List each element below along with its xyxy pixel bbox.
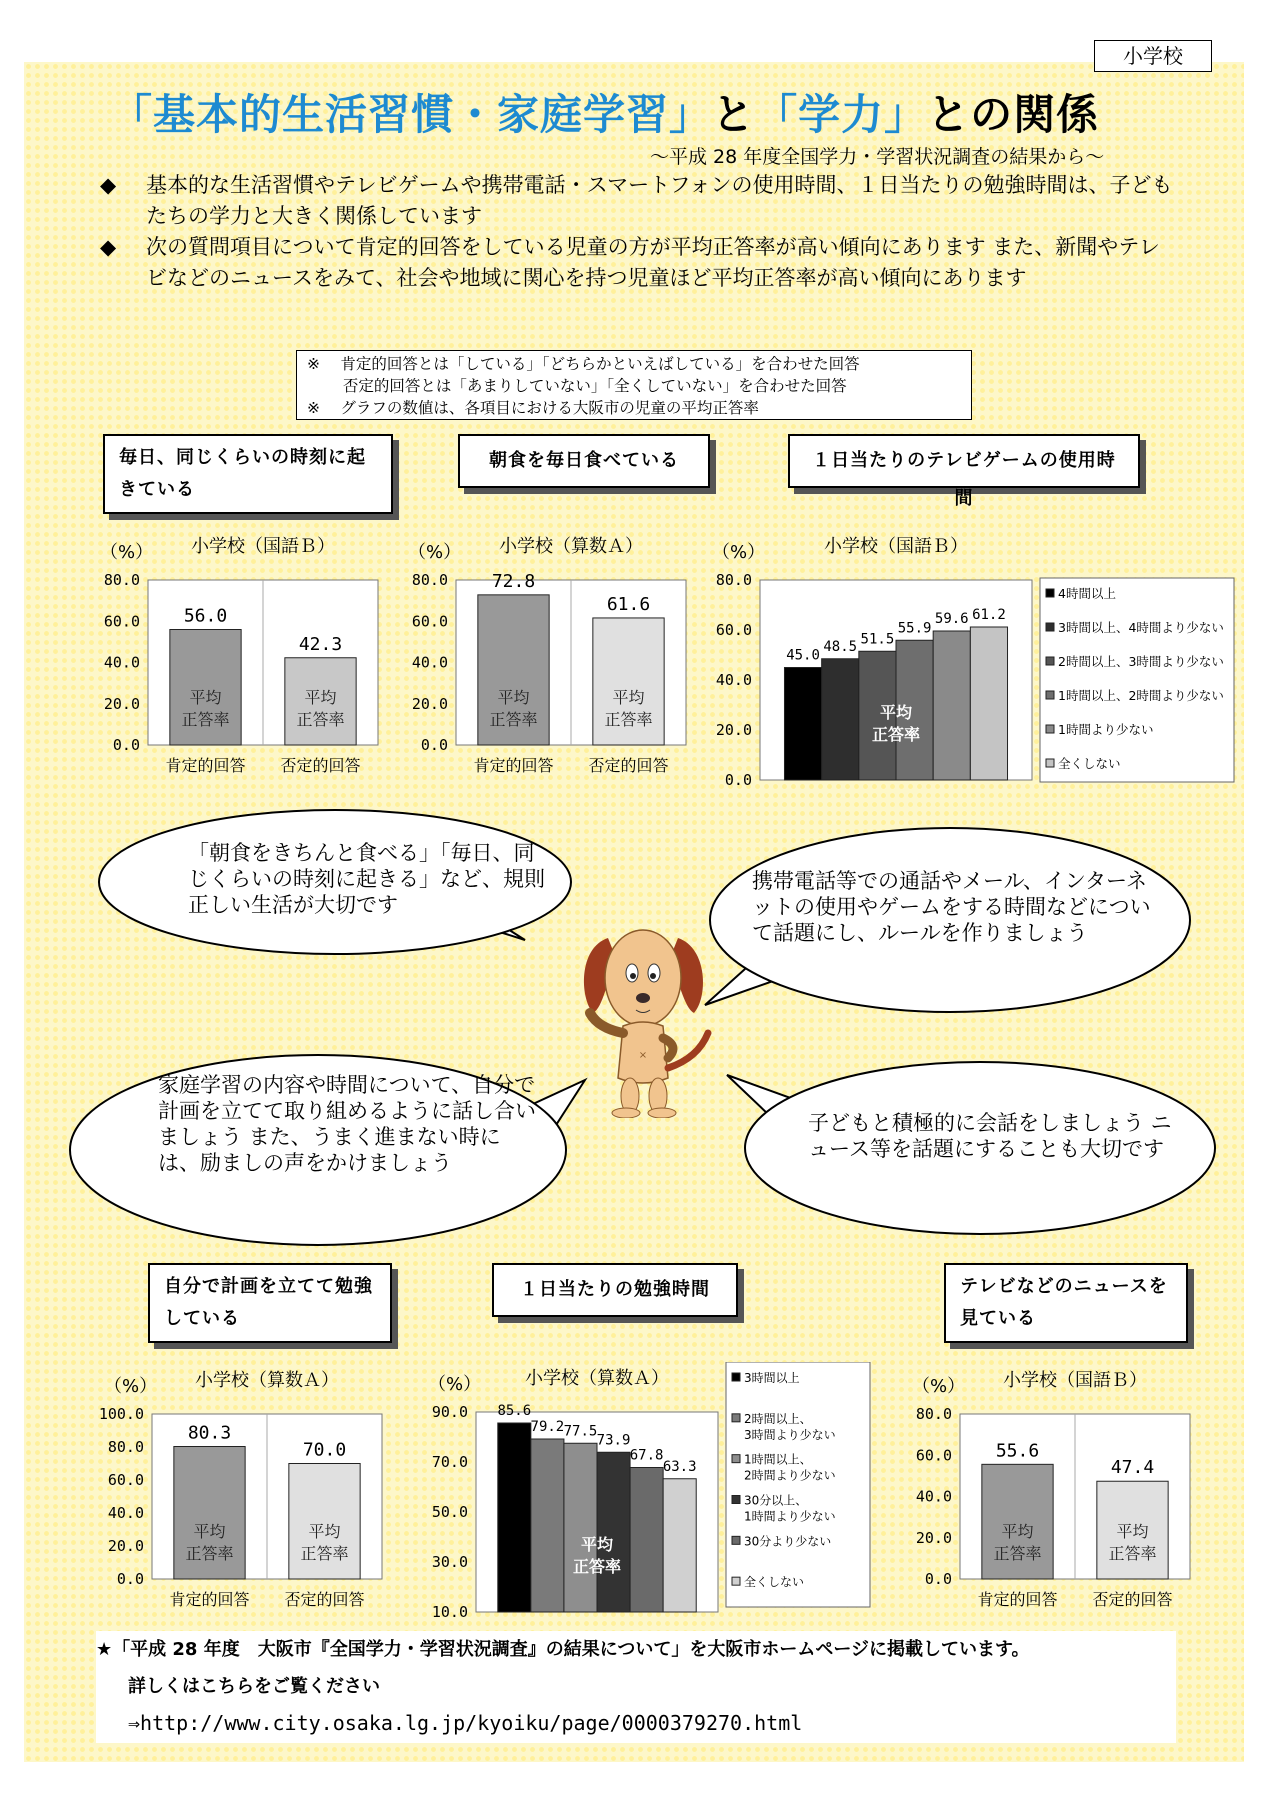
- y-tick-label: 60.0: [411, 612, 448, 631]
- y-tick-label: 0.0: [420, 736, 448, 754]
- chart-news: [900, 1364, 1200, 1624]
- legend-swatch: [1046, 589, 1054, 597]
- legend-label: 1時間以上、: [744, 1452, 812, 1467]
- legend-swatch: [1046, 657, 1054, 665]
- bar: [822, 659, 859, 780]
- x-tick-label: 肯定的回答: [169, 1590, 250, 1609]
- legend-label: 4時間以上: [1058, 586, 1116, 601]
- bar-inner-label: 平均: [193, 1522, 226, 1541]
- data-label: 85.6: [497, 1403, 532, 1419]
- title-part2: 学力: [798, 90, 885, 139]
- y-tick-label: 80.0: [107, 1438, 144, 1456]
- bar-inner-label: 正答率: [604, 710, 653, 729]
- chart-title: 小学校（算数Ａ）: [499, 536, 643, 557]
- chart-self-plan: [92, 1364, 392, 1624]
- bar-inner-label: 正答率: [572, 1557, 622, 1576]
- bar-inner-label: 正答率: [1108, 1544, 1157, 1563]
- y-tick-label: 70.0: [431, 1453, 468, 1471]
- chart-title: 小学校（算数Ａ）: [195, 1370, 339, 1391]
- legend-label: 2時間以上、: [744, 1411, 812, 1426]
- y-tick-label: 30.0: [431, 1553, 468, 1571]
- bar: [970, 627, 1007, 780]
- legend-label: 1時間より少ない: [1058, 722, 1154, 737]
- legend-label: 3時間より少ない: [744, 1427, 836, 1442]
- data-label: 47.4: [1110, 1457, 1155, 1479]
- y-tick-label: 0.0: [116, 1570, 144, 1588]
- y-tick-label: 80.0: [103, 571, 140, 589]
- bar-inner-label: 平均: [580, 1535, 614, 1554]
- footer-see-more: 詳しくはこちらをご覧ください: [128, 1676, 380, 1697]
- footer-url-link[interactable]: ⇒http://www.city.osaka.lg.jp/kyoiku/page/0000379270.html: [128, 1711, 803, 1735]
- legend-label: 全くしない: [1058, 756, 1121, 771]
- x-tick-label: 肯定的回答: [165, 756, 246, 775]
- bar: [564, 1443, 597, 1612]
- legend-swatch: [732, 1373, 740, 1381]
- legend-swatch: [732, 1455, 740, 1463]
- y-tick-label: 80.0: [715, 571, 752, 589]
- axis-unit-label: （%）: [912, 1376, 966, 1397]
- bar-inner-label: 平均: [497, 688, 530, 707]
- x-tick-label: 否定的回答: [1092, 1590, 1173, 1609]
- data-label: 73.9: [596, 1432, 631, 1449]
- y-tick-label: 60.0: [715, 621, 752, 639]
- question-box-study-time: １日当たりの勉強時間: [492, 1263, 738, 1317]
- legend-swatch: [1046, 759, 1054, 767]
- y-tick-label: 0.0: [724, 771, 752, 789]
- bar-inner-label: 平均: [189, 688, 222, 707]
- y-tick-label: 20.0: [715, 721, 752, 739]
- data-label: 56.0: [183, 605, 228, 627]
- question-box-game-time: １日当たりのテレビゲームの使用時間: [788, 434, 1140, 488]
- legend-label: 2時間より少ない: [744, 1468, 836, 1483]
- y-tick-label: 40.0: [103, 653, 140, 672]
- data-label: 45.0: [786, 647, 820, 664]
- data-label: 79.2: [530, 1419, 565, 1435]
- legend-label: 30分より少ない: [744, 1534, 832, 1549]
- data-label: 61.6: [606, 593, 651, 615]
- data-label: 63.3: [662, 1458, 697, 1475]
- y-tick-label: 40.0: [411, 653, 448, 672]
- legend-swatch: [732, 1496, 740, 1504]
- bar-inner-label: 平均: [612, 688, 645, 707]
- data-label: 61.2: [972, 607, 1006, 623]
- legend-label: 1時間以上、2時間より少ない: [1058, 688, 1224, 703]
- dog-mascot-image: [568, 918, 718, 1118]
- chart-title: 小学校（国語Ｂ）: [1003, 1370, 1147, 1391]
- bar: [597, 1452, 630, 1612]
- legend-label: 30分以上、: [744, 1493, 808, 1508]
- axis-unit-label: （%）: [712, 542, 766, 563]
- chart-breakfast: [396, 530, 696, 780]
- x-tick-label: 否定的回答: [280, 756, 361, 775]
- legend-label: 3時間以上、4時間より少ない: [1058, 620, 1224, 635]
- axis-unit-label: （%）: [408, 542, 462, 563]
- chart-wakeup: [88, 530, 388, 780]
- y-tick-label: 0.0: [112, 736, 140, 754]
- data-label: 55.6: [995, 1440, 1040, 1462]
- legend-swatch: [732, 1577, 740, 1585]
- bar-inner-label: 平均: [879, 703, 913, 722]
- y-tick-label: 40.0: [107, 1504, 144, 1522]
- bar-inner-label: 正答率: [296, 710, 345, 729]
- y-tick-label: 60.0: [107, 1471, 144, 1489]
- diamond-icon: ◆: [100, 173, 117, 197]
- y-tick-label: 60.0: [103, 612, 140, 631]
- y-tick-label: 0.0: [924, 1570, 952, 1588]
- bar-inner-label: 正答率: [993, 1544, 1042, 1563]
- legend-swatch: [1046, 623, 1054, 631]
- bar-inner-label: 正答率: [185, 1544, 234, 1563]
- data-label: 70.0: [302, 1439, 347, 1461]
- data-label: 51.5: [860, 631, 895, 648]
- legend-label: 3時間以上: [744, 1371, 800, 1385]
- title-part1: 基本的生活習慣・家庭学習: [153, 90, 670, 139]
- data-label: 80.3: [187, 1422, 232, 1444]
- x-tick-label: 否定的回答: [588, 756, 669, 775]
- bar-inner-label: 正答率: [300, 1544, 349, 1563]
- diamond-icon: ◆: [100, 235, 117, 259]
- bar: [663, 1479, 696, 1612]
- y-tick-label: 90.0: [431, 1403, 468, 1421]
- y-tick-label: 20.0: [915, 1528, 952, 1547]
- data-label: 42.3: [298, 633, 343, 655]
- question-box-news: テレビなどのニュースを見ている: [944, 1263, 1188, 1343]
- bar: [784, 668, 821, 781]
- axis-unit-label: （%）: [428, 1374, 482, 1395]
- grade-tag: 小学校: [1094, 40, 1212, 72]
- bar-inner-label: 正答率: [871, 725, 921, 744]
- chart-title: 小学校（算数Ａ）: [525, 1368, 669, 1389]
- bullet-2: ◆ 次の質問項目について肯定的回答をしている児童の方が平均正答率が高い傾向にあります また、新聞やテレビなどのニュースをみて、社会や地域に関心を持つ児童ほど平均正答率が高い傾向にあります: [100, 232, 1180, 294]
- page-subtitle: ～平成 28 年度全国学力・学習状況調査の結果から～: [650, 146, 1105, 168]
- legend-swatch: [732, 1414, 740, 1422]
- y-tick-label: 20.0: [103, 694, 140, 713]
- footer-box: [96, 1631, 1176, 1743]
- bar: [630, 1468, 663, 1613]
- bar-inner-label: 平均: [1001, 1522, 1034, 1541]
- x-tick-label: 肯定的回答: [977, 1590, 1058, 1609]
- axis-unit-label: （%）: [104, 1376, 158, 1397]
- data-label: 77.5: [563, 1423, 598, 1440]
- question-box-self-plan: 自分で計画を立てて勉強している: [148, 1263, 392, 1343]
- data-label: 55.9: [897, 620, 932, 637]
- y-tick-label: 60.0: [915, 1446, 952, 1465]
- y-tick-label: 20.0: [107, 1537, 144, 1555]
- axis-unit-label: （%）: [100, 542, 154, 563]
- question-box-wakeup: 毎日、同じくらいの時刻に起きている: [103, 434, 393, 514]
- legend-label: 1時間より少ない: [744, 1509, 836, 1524]
- legend-box: [1040, 578, 1234, 782]
- footer-notice: ★「平成 28 年度 大阪市『全国学力・学習状況調査』の結果について」を大阪市ホームページに掲載しています。: [96, 1639, 1030, 1660]
- bar: [531, 1439, 564, 1612]
- bar-inner-label: 平均: [304, 688, 337, 707]
- y-tick-label: 100.0: [98, 1405, 144, 1423]
- chart-game-time: [700, 530, 1240, 790]
- bar-inner-label: 正答率: [181, 710, 230, 729]
- legend-swatch: [1046, 691, 1054, 699]
- chart-title: 小学校（国語Ｂ）: [191, 536, 335, 557]
- x-tick-label: 否定的回答: [284, 1590, 365, 1609]
- y-tick-label: 80.0: [915, 1405, 952, 1423]
- bar-inner-label: 正答率: [489, 710, 538, 729]
- x-tick-label: 肯定的回答: [473, 756, 554, 775]
- data-label: 72.8: [491, 570, 536, 592]
- data-label: 48.5: [823, 638, 858, 655]
- y-tick-label: 40.0: [915, 1487, 952, 1506]
- chart-study-time: [416, 1362, 876, 1622]
- bar: [933, 631, 970, 780]
- legend-label: 2時間以上、3時間より少ない: [1058, 654, 1224, 669]
- definition-note: ※ 肯定的回答とは「している」「どちらかといえばしている」を合わせた回答 否定的回答とは「あまりしていない」「全くしていない」を合わせた回答 ※ グラフの数値は、各項目における大阪市の児童の平均正答率: [296, 350, 972, 420]
- bullet-1: ◆ 基本的な生活習慣やテレビゲームや携帯電話・スマートフォンの使用時間、１日当たりの勉強時間は、子どもたちの学力と大きく関係しています: [100, 170, 1180, 232]
- chart-title: 小学校（国語Ｂ）: [824, 536, 968, 557]
- page-title: 「基本的生活習慣・家庭学習」と「学力」との関係: [110, 90, 1100, 139]
- question-box-breakfast: 朝食を毎日食べている: [458, 434, 710, 488]
- y-tick-label: 80.0: [411, 571, 448, 589]
- data-label: 59.6: [934, 611, 969, 627]
- svg-text:×: ×: [638, 1050, 648, 1061]
- y-tick-label: 40.0: [715, 671, 752, 689]
- bar-inner-label: 平均: [308, 1522, 341, 1541]
- legend-box: [726, 1362, 870, 1607]
- legend-label: 全くしない: [744, 1575, 805, 1590]
- bar-inner-label: 平均: [1116, 1522, 1149, 1541]
- y-tick-label: 20.0: [411, 694, 448, 713]
- y-tick-label: 50.0: [431, 1503, 468, 1521]
- bar: [498, 1423, 531, 1612]
- data-label: 67.8: [629, 1447, 664, 1464]
- legend-swatch: [1046, 725, 1054, 733]
- y-tick-label: 10.0: [431, 1603, 468, 1621]
- legend-swatch: [732, 1536, 740, 1544]
